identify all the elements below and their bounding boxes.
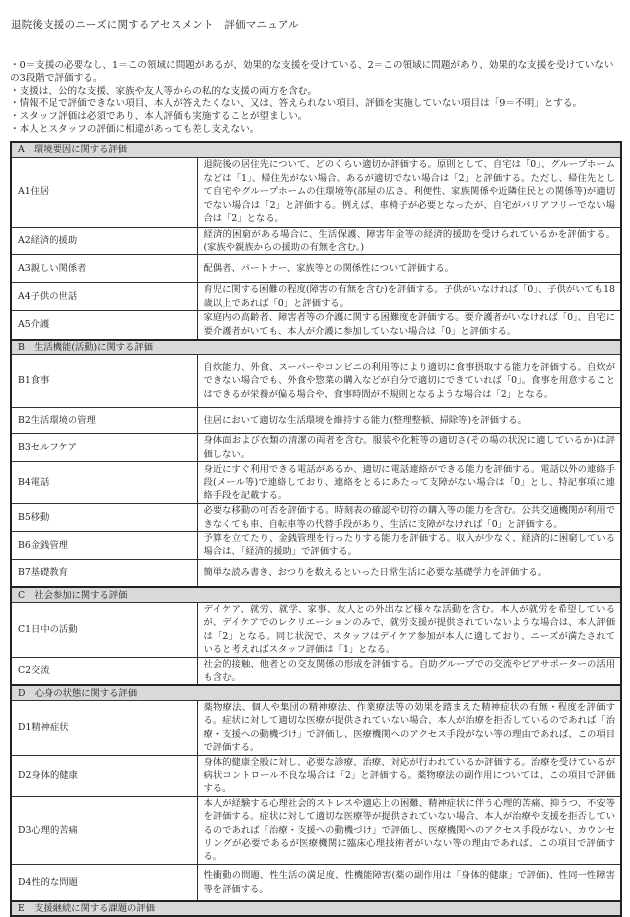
evaluation-manual-table [10,141,622,917]
item-description: 退院後の居住先について、どのくらい適切か評価する。原則として、自宅は「0」、グループホームなどは「1」、帰住先がない場合、あるが適切でない場合は「2」と評価する。ただし、帰住先として自宅やグループホームの住環境等(部屋の広さ、利便性、家族関係や近隣住民との関係等)が適切でない場合は「2」と評価する。例えば、車椅子が必要となったが、自宅がバリアフリーでない場合は「2」となる。 [197,157,621,227]
table-row-a1 [11,157,621,227]
item-name: B6金銭管理 [11,531,197,559]
item-name: A4子供の世話 [11,283,197,311]
item-name: B5移動 [11,504,197,532]
item-description: 経済的困窮がある場合に、生活保護、障害年金等の経済的援助を受けられているかを評価する。(家族や親族からの援助の有無を含む。) [197,227,621,255]
item-name: B7基礎教育 [11,559,197,587]
table-row-a2 [11,227,621,255]
item-name: D3心理的苦痛 [11,796,197,864]
item-description: 必要な移動の可否を評価する。時刻表の確認や切符の購入等の能力を含む。公共交通機関が利用できなくても車、自転車等の代替手段があり、生活に支障がなければ「0」と評価する。 [197,504,621,532]
table-row-b1 [11,355,621,408]
item-description: デイケア、就労、就学、家事、友人との外出など様々な活動を含む。本人が就労を希望しているが、デイケアでのレクリエーションのみで、就労支援が提供されていないような場合は、本人評価は「2」となる。同じ状況で、スタッフはデイケア参加が本人に適しており、ニーズが満たされていると考えればスタッフ評価は「1」となる。 [197,602,621,657]
section-header-d [11,685,621,700]
table-row-b5 [11,504,621,532]
item-name: B4電話 [11,462,197,504]
item-description: 性衝動の問題、性生活の満足度、性機能障害(薬の副作用は「身体的健康」で評価)、性同一性障害等を評価する。 [197,864,621,901]
item-name: D2身体的健康 [11,755,197,796]
item-description: 身体面および衣類の清潔の両者を含む。服装や化粧等の適切さ(その場の状況に適しているか)は評価しない。 [197,434,621,462]
item-description: 薬物療法、個人や集団の精神療法、作業療法等の効果を踏まえた精神症状の有無・程度を評価する。症状に対して適切な医療が提供されていない場合、本人が治療を拒否しているのであれば「治療・支援への動機づけ」で評価し、医療機関へのアクセス手段がない等の理由であれば、この項目で評価する。 [197,700,621,755]
item-name: B1食事 [11,355,197,408]
table-row-b6 [11,531,621,559]
note-unknown-rule: ・情報不足で評価できない項目、本人が答えたくない、又は、答えられない項目、評価を実施していない項目は「9＝不明」とする。 [10,98,583,110]
item-name: B2生活環境の管理 [11,408,197,434]
item-description: 住居において適切な生活環境を維持する能力(整理整頓、掃除等)を評価する。 [197,408,621,434]
section-title: A 環境要因に関する評価 [11,142,621,157]
section-header-b [11,340,621,355]
section-header-a [11,142,621,157]
item-name: A2経済的援助 [11,227,197,255]
item-name: C1日中の活動 [11,602,197,657]
table-row-b7 [11,559,621,587]
table-row-c2 [11,657,621,685]
table-row-a4 [11,283,621,311]
item-description: 育児に関する困難の程度(障害の有無を含む)を評価する。子供がいなければ「0」、子供がいても18歳以上であれば「0」と評価する。 [197,283,621,311]
item-description: 簡単な読み書き、おつりを数えるといった日常生活に必要な基礎学力を評価する。 [197,559,621,587]
item-name: C2交流 [11,657,197,685]
section-header-c [11,587,621,602]
table-row-b4 [11,462,621,504]
section-title: B 生活機能(活動)に関する評価 [11,340,621,355]
note-discrepancy: ・本人とスタッフの評価に相違があっても差し支えない。 [10,123,260,135]
section-header-e [11,901,621,916]
table-row-d1 [11,700,621,755]
table-row-a3 [11,255,621,283]
document-title: 退院後支援のニーズに関するアセスメント 評価マニュアル [11,19,299,31]
item-description: 予算を立てたり、金銭管理を行ったりする能力を評価する。収入が少なく、経済的に困窮している場合は、「経済的援助」で評価する。 [197,531,621,559]
table-row-c1 [11,602,621,657]
table-row-d3 [11,796,621,864]
table-row-b3 [11,434,621,462]
item-name: B3セルフケア [11,434,197,462]
item-description: 社会的接触、他者との交友関係の形成を評価する。自助グループでの交流やピアサポーターの活用も含む。 [197,657,621,685]
table-row-a5 [11,311,621,340]
item-description: 配偶者、パートナー、家族等との関係性について評価する。 [197,255,621,283]
table-row-b2 [11,408,621,434]
section-title: C 社会参加に関する評価 [11,587,621,602]
section-title: D 心身の状態に関する評価 [11,685,621,700]
item-name: A1住居 [11,157,197,227]
note-staff-eval: ・スタッフ評価は必須であり、本人評価も実施することが望ましい。 [10,111,308,123]
section-title: E 支援継続に関する課題の評価 [11,901,621,916]
item-description: 身近にすぐ利用できる電話があるか、適切に電話連絡ができる能力を評価する。電話以外の連絡手段(メール等)で連絡しており、連絡をとるにあたって支障がない場合は「0」とし、特記事項に連絡手段を記載する。 [197,462,621,504]
item-description: 家庭内の高齢者、障害者等の介護に関する困難度を評価する。要介護者がいなければ「0」、自宅に要介護者がいても、本人が介護に参加していない場合は「0」と評価する。 [197,311,621,340]
item-name: D1精神症状 [11,700,197,755]
item-description: 身体的健康全般に対し、必要な診療、治療、対応が行われているか評価する。治療を受けているが病状コントロール不良な場合は「2」と評価する。薬物療法の副作用については、この項目で評価する。 [197,755,621,796]
item-name: A3親しい関係者 [11,255,197,283]
table-row-d2 [11,755,621,796]
item-description: 自炊能力、外食、スーパーやコンビニの利用等により適切に食事摂取する能力を評価する。自炊ができない場合でも、外食や惣菜の購入などが自分で適切にできていれば「0」。食事を用意することはできるが栄養が偏る場合や、食事時間が不規則となるような場合は「2」となる。 [197,355,621,408]
table-row-d4 [11,864,621,901]
item-description: 本人が経験する心理社会的ストレスや適応上の困難、精神症状に伴う心理的苦痛、抑うつ、不安等を評価する。症状に対して適切な医療等が提供されていない場合、本人が治療や支援を拒否しているのであれば「治療・支援への動機づけ」で評価し、医療機関へのアクセス手段がない、カウンセリングが必要であるが医療機関に臨床心理技術者がいない等の理由であれば、この項目で評価する。 [197,796,621,864]
item-name: A5介護 [11,311,197,340]
item-name: D4性的な問題 [11,864,197,901]
note-support-scope: ・支援は、公的な支援、家族や友人等からの私的な支援の両方を含む。 [10,85,317,97]
instructions-notes [10,60,620,137]
note-scale: ・0＝支援の必要なし、1＝この領域に問題があるが、効果的な支援を受けている、2＝この領域に問題があり、効果的な支援を受けていないの3段階で評価する。 [10,60,614,84]
